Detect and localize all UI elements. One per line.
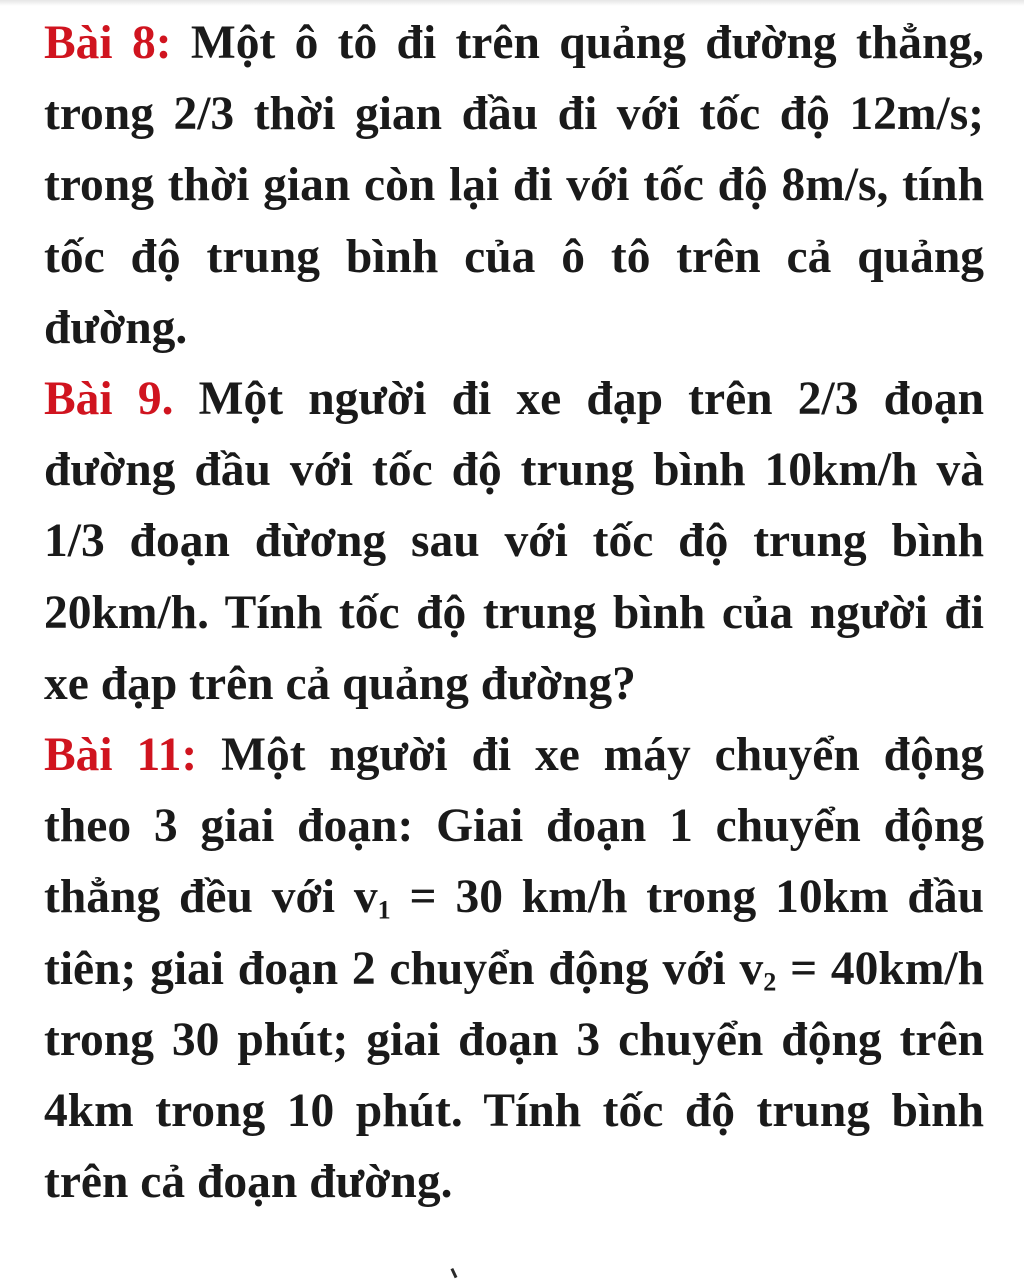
problem-11 [44,720,984,1218]
problem-9 [44,364,984,720]
problem-8-label: Bài 8: [44,17,172,69]
document-page [44,8,984,1218]
problem-11-text-c: = 40km/h trong 30 phút; giai đoạn 3 chuyển động trên 4km trong 10 phút. Tính tốc độ trung bình trên cả đoạn đường. [44,942,985,1209]
cut-off-mark [450,1264,466,1279]
problem-11-text-a: Một người đi xe máy chuyển động theo 3 giai đoạn: Giai đoạn 1 chuyển động thẳng đều với v [44,729,985,924]
problem-11-label: Bài 11: [44,729,198,782]
problem-9-label: Bài 9. [44,373,174,426]
v2-subscript: 2 [763,967,777,997]
v1-subscript: 1 [377,895,391,925]
problem-11-text-b: = 30 km/h trong 10km đầu tiên; giai đoạn 2 chuyển động với v [44,871,984,995]
problem-8-text: Một ô tô đi trên quảng đường thẳng, trong 2/3 thời gian đầu đi với tốc độ 12m/s; trong thời gian còn lại đi với tốc độ 8m/s, tính tốc độ trung bình của ô tô trên cả quảng đường. [44,17,985,354]
top-edge-strip [0,0,1024,6]
problem-8 [44,8,984,364]
problem-9-text: Một người đi xe đạp trên 2/3 đoạn đường đầu với tốc độ trung bình 10km/h và 1/3 đoạn đừơng sau với tốc độ trung bình 20km/h. Tính tốc độ trung bình của người đi xe đạp trên cả quảng đường? [44,373,984,710]
